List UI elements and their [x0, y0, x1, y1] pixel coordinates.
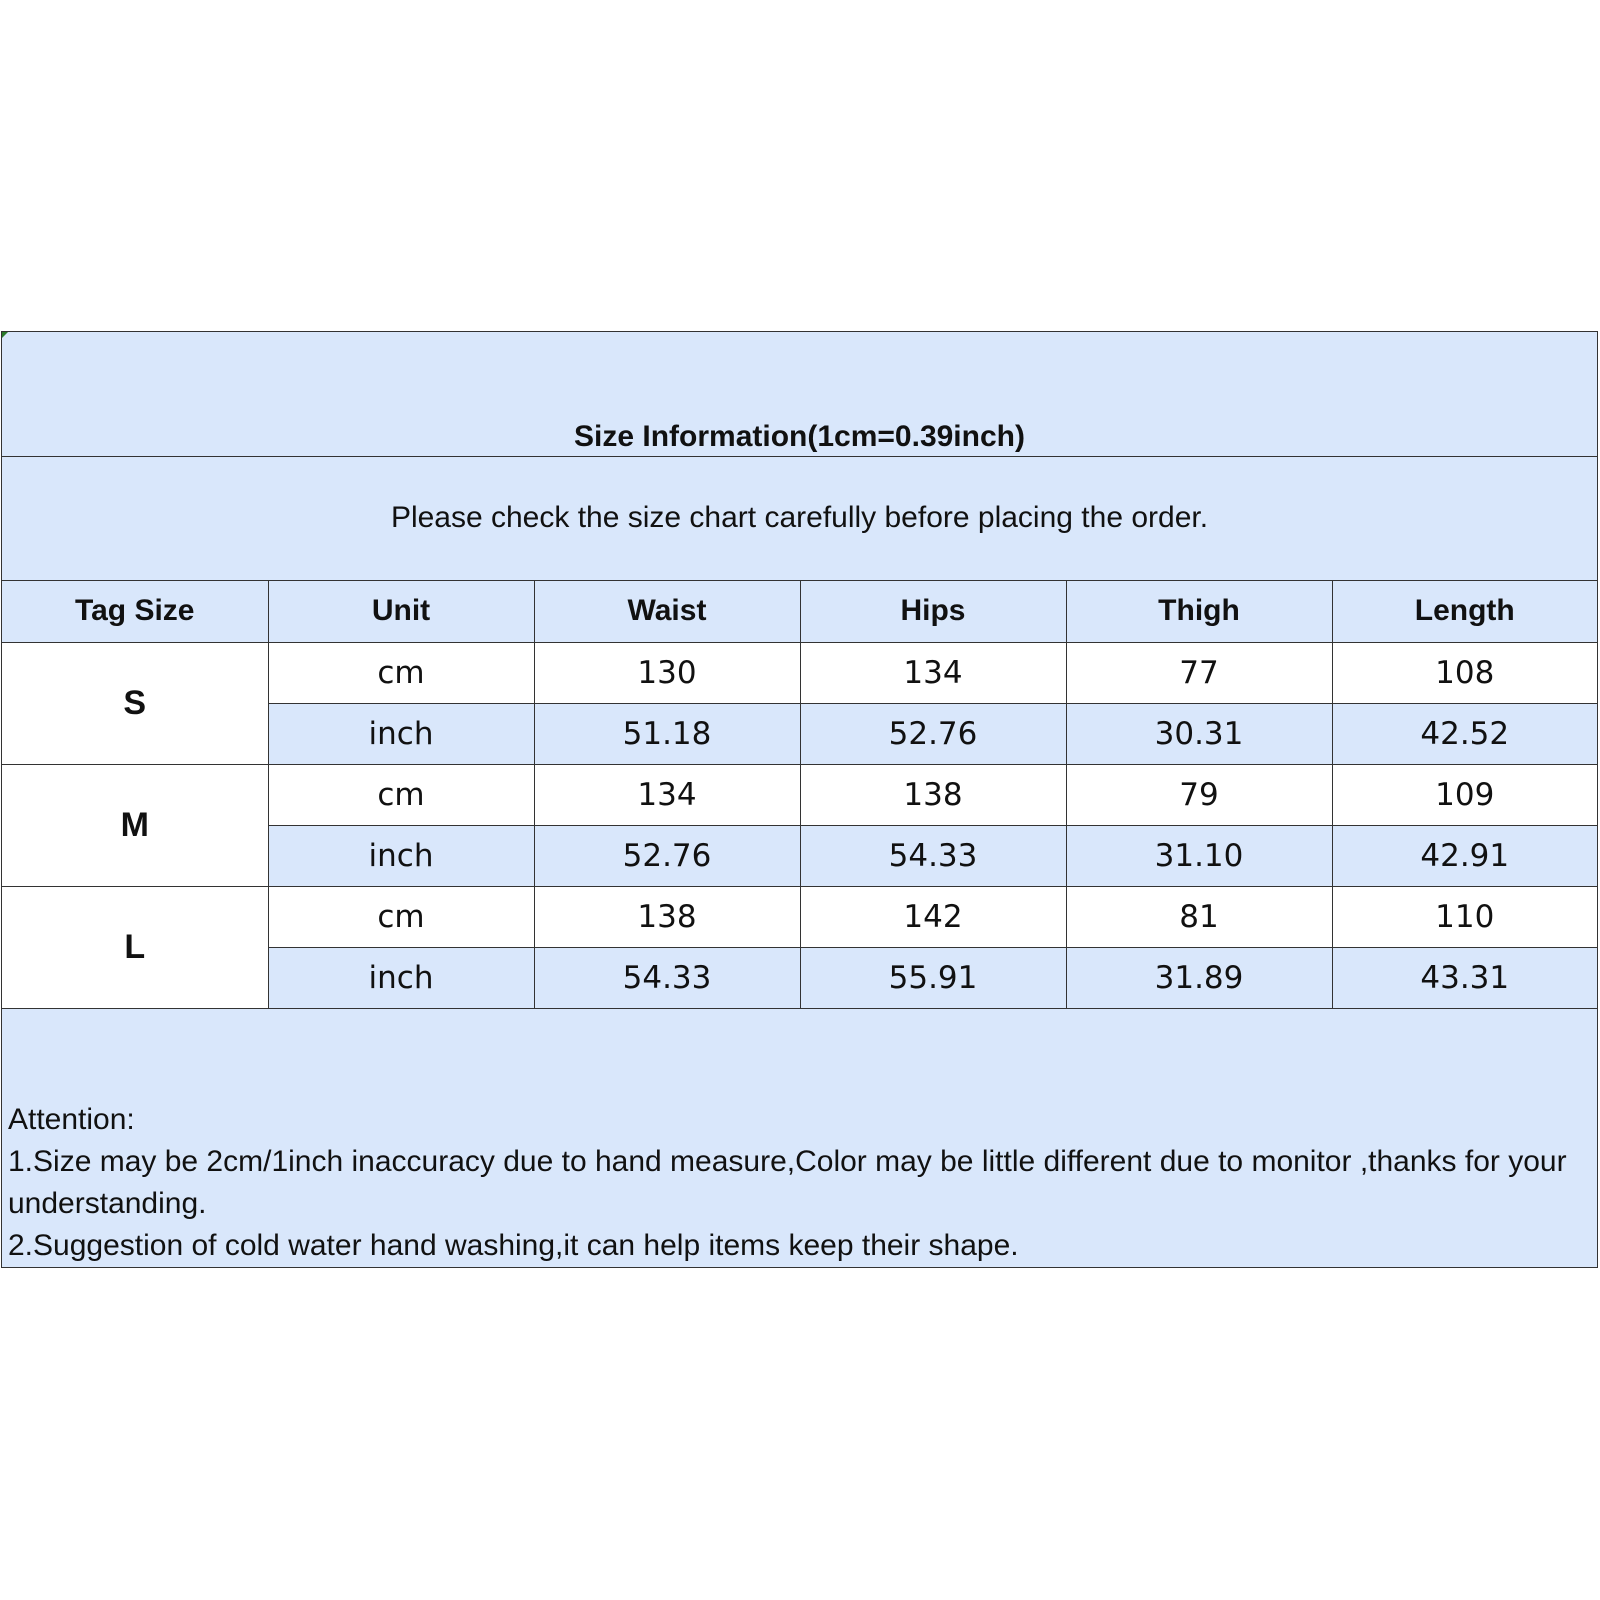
- tag-size-cell: S: [2, 642, 268, 764]
- notes-heading: Attention:: [8, 1103, 135, 1136]
- tag-size-cell: L: [2, 886, 268, 1008]
- hips-cell: 54.33: [800, 825, 1066, 886]
- waist-cell: 52.76: [534, 825, 800, 886]
- note-item: 2.Suggestion of cold water hand washing,it can help items keep their shape.: [8, 1229, 1019, 1262]
- subtitle-row: [2, 457, 1597, 581]
- waist-cell: 130: [534, 642, 800, 703]
- length-cell: 42.52: [1332, 703, 1597, 764]
- tag-size-cell: M: [2, 764, 268, 886]
- size-chart-sheet: [1, 331, 1598, 1268]
- thigh-cell: 30.31: [1066, 703, 1332, 764]
- thigh-cell: 79: [1066, 764, 1332, 825]
- subtitle: Please check the size chart carefully before placing the order.: [390, 500, 1209, 534]
- note-item: 1.Size may be 2cm/1inch inaccuracy due to hand measure,Color may be little different due to monitor ,thanks for your understanding.: [8, 1145, 1567, 1220]
- thigh-cell: 77: [1066, 642, 1332, 703]
- table-row: [2, 764, 1597, 825]
- hips-cell: 142: [800, 886, 1066, 947]
- hips-cell: 134: [800, 642, 1066, 703]
- hips-cell: 55.91: [800, 947, 1066, 1008]
- title-row: [2, 332, 1597, 457]
- table-row: [2, 642, 1597, 703]
- waist-cell: 54.33: [534, 947, 800, 1008]
- unit-cell: inch: [268, 947, 534, 1008]
- unit-cell: inch: [268, 825, 534, 886]
- header-unit: Unit: [268, 581, 534, 642]
- header-hips: Hips: [800, 581, 1066, 642]
- hips-cell: 52.76: [800, 703, 1066, 764]
- unit-cell: cm: [268, 764, 534, 825]
- waist-cell: 134: [534, 764, 800, 825]
- waist-cell: 51.18: [534, 703, 800, 764]
- unit-cell: cm: [268, 642, 534, 703]
- header-tag-size: Tag Size: [2, 581, 268, 642]
- thigh-cell: 81: [1066, 886, 1332, 947]
- length-cell: 110: [1332, 886, 1597, 947]
- length-cell: 42.91: [1332, 825, 1597, 886]
- length-cell: 109: [1332, 764, 1597, 825]
- length-cell: 108: [1332, 642, 1597, 703]
- attention-notes: [8, 1099, 1593, 1267]
- length-cell: 43.31: [1332, 947, 1597, 1008]
- header-length: Length: [1332, 581, 1597, 642]
- unit-cell: cm: [268, 886, 534, 947]
- size-table: [2, 581, 1597, 1009]
- page-title: Size Information(1cm=0.39inch): [574, 420, 1025, 453]
- hips-cell: 138: [800, 764, 1066, 825]
- thigh-cell: 31.89: [1066, 947, 1332, 1008]
- thigh-cell: 31.10: [1066, 825, 1332, 886]
- header-thigh: Thigh: [1066, 581, 1332, 642]
- header-waist: Waist: [534, 581, 800, 642]
- table-header-row: [2, 581, 1597, 642]
- waist-cell: 138: [534, 886, 800, 947]
- unit-cell: inch: [268, 703, 534, 764]
- table-row: [2, 886, 1597, 947]
